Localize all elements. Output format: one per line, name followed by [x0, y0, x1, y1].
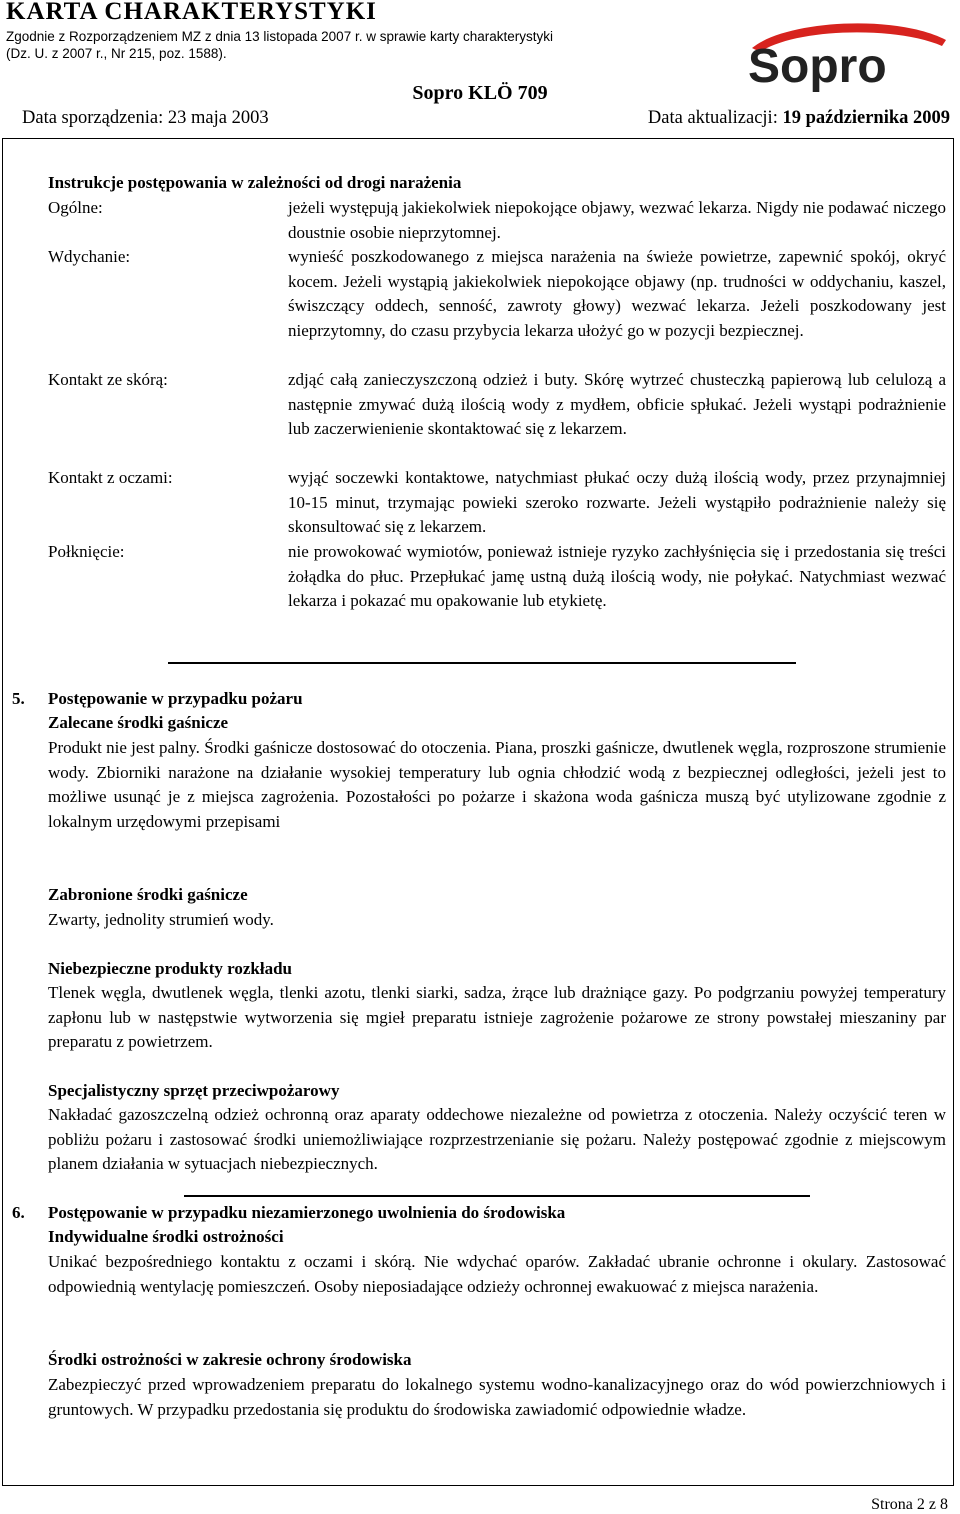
created-date-line — [22, 108, 269, 129]
regulation-reference — [6, 28, 553, 62]
divider-line — [168, 662, 796, 664]
hazardous-decomposition-text: Tlenek węgla, dwutlenek węgla, tlenki azotu, tlenki siarki, sadza, żrące lub drażniące gazy. Po podgrzaniu powyżej temperatury zapłonu lub w następstwie wytworzenia się mgieł preparatu istnieje zagrożenie pożarowe ze strony powstałej mieszaniny par preparatu z powietrzem. — [48, 983, 946, 1052]
personal-precautions-text: Unikać bezpośredniego kontaktu z oczami i skórą. Nie wdychać oparów. Zakładać ubranie ochronne i okulary. Zastosować odpowiednią wentylację pomieszczeń. Osoby nieposiadające odzieży ochronnej ewakuować z miejsca narażenia. — [48, 1252, 946, 1296]
updated-date-line — [648, 108, 950, 129]
firefighting-equipment-heading: Specjalistyczny sprzęt przeciwpożarowy — [48, 1081, 340, 1100]
first-aid-label-swallowing: Połknięcie: — [48, 542, 125, 561]
personal-precautions-heading: Indywidualne środki ostrożności — [48, 1227, 284, 1246]
first-aid-text-eyes: wyjąć soczewki kontaktowe, natychmiast płukać oczy dużą ilością wody, przez przynajmniej 10-15 minut, trzymając powieki szeroko rozwarte. Jeżeli wystąpiło podrażnienie należy się skonsultować się z lekarzem. — [288, 468, 946, 537]
section-5-number: 5. — [12, 689, 25, 708]
recommended-extinguishing-heading: Zalecane środki gaśnicze — [48, 713, 229, 732]
first-aid-label-skin: Kontakt ze skórą: — [48, 370, 168, 389]
forbidden-extinguishing-heading: Zabronione środki gaśnicze — [48, 885, 248, 904]
first-aid-text-skin: zdjąć całą zanieczyszczoną odzież i buty. Skórę wytrzeć chusteczką papierową lub celulozą a następnie zmywać dużą ilością wody z mydłem, obficie spłukać. Jeżeli wystąpi podrażnienie lub zaczerwienienie skontaktować się z lekarzem. — [288, 370, 946, 439]
regulation-line-2: (Dz. U. z 2007 r., Nr 215, poz. 1588). — [6, 46, 227, 61]
first-aid-text-swallowing: nie prowokować wymiotów, ponieważ istnieje ryzyko zachłyśnięcia się i przedostania się treści żołądka do płuc. Przepłukać jamę ustną dużą ilością wody, nie połykać. Natychmiast wezwać lekarza i pokazać mu opakowanie lub etykietę. — [288, 542, 946, 611]
divider-line — [184, 1195, 810, 1197]
page-number: Strona 2 z 8 — [871, 1496, 948, 1513]
regulation-line-1: Zgodnie z Rozporządzeniem MZ z dnia 13 listopada 2007 r. w sprawie karty charakterystyki — [6, 29, 554, 44]
forbidden-extinguishing-text: Zwarty, jednolity strumień wody. — [48, 910, 274, 929]
first-aid-heading: Instrukcje postępowania w zależności od drogi narażenia — [48, 173, 462, 192]
section-6-number: 6. — [12, 1203, 25, 1222]
product-name: Sopro KLÖ 709 — [412, 82, 548, 104]
updated-date: 19 października 2009 — [782, 108, 950, 128]
created-label: Data sporządzenia: — [22, 108, 164, 128]
environmental-precautions-heading: Środki ostrożności w zakresie ochrony środowiska — [48, 1350, 412, 1369]
first-aid-label-general: Ogólne: — [48, 198, 103, 217]
hazardous-decomposition-heading: Niebezpieczne produkty rozkładu — [48, 959, 292, 978]
sopro-logo — [746, 18, 950, 92]
first-aid-text-general: jeżeli występują jakiekolwiek niepokojące objawy, wezwać lekarza. Nigdy nie podawać niczego doustnie osobie nieprzytomnej. — [288, 198, 946, 242]
created-date: 23 maja 2003 — [167, 108, 269, 128]
logo-wordmark: Sopro — [748, 40, 887, 92]
environmental-precautions-text: Zabezpieczyć przed wprowadzeniem preparatu do lokalnego systemu wodno-kanalizacyjnego oraz do wód powierzchniowych i gruntowych. W przypadku przedostania się produktu do środowiska zawiadomić odpowiednie władze. — [48, 1375, 946, 1419]
first-aid-label-eyes: Kontakt z oczami: — [48, 468, 173, 487]
first-aid-label-inhalation: Wdychanie: — [48, 247, 131, 266]
recommended-extinguishing-text: Produkt nie jest palny. Środki gaśnicze dostosować do otoczenia. Piana, proszki gaśnicze, dwutlenek węgla, rozproszone strumienie wody. Zbiorniki narażone na działanie wysokiej temperatury lub ognia chłodzić wodą z bezpiecznej odległości, jeżeli jest to możliwe usunąć je z miejsca zagrożenia. Pozostałości po pożarze i skażona woda gaśnicza muszą być utylizowane zgodnie z lokalnym urzędowymi przepisami — [48, 738, 946, 831]
first-aid-text-inhalation: wynieść poszkodowanego z miejsca narażenia na świeże powietrze, zapewnić spokój, okryć kocem. Jeżeli wystąpią jakiekolwiek niepokojące objawy (np. trudności w oddychaniu, kaszel, świszczący oddech, senność, zawroty głowy) wezwać lekarza. Jeżeli poszkodowany jest nieprzytomny, do czasu przybycia lekarza ułożyć go w pozycji bezpiecznej. — [288, 247, 946, 340]
section-5-title: Postępowanie w przypadku pożaru — [48, 689, 303, 708]
updated-label: Data aktualizacji: — [647, 108, 778, 128]
section-6-title: Postępowanie w przypadku niezamierzonego uwolnienia do środowiska — [48, 1203, 566, 1222]
document-type-title: KARTA CHARAKTERYSTYKI — [6, 0, 377, 25]
firefighting-equipment-text: Nakładać gazoszczelną odzież ochronną oraz aparaty oddechowe niezależne od powietrza z otoczenia. Należy oczyścić teren w pobliżu pożaru i zastosować środki uniemożliwiające rozprzestrzenianie się pożaru. Należy postępować zgodnie z miejscowym planem działania w sytuacjach niebezpiecznych. — [48, 1105, 946, 1174]
